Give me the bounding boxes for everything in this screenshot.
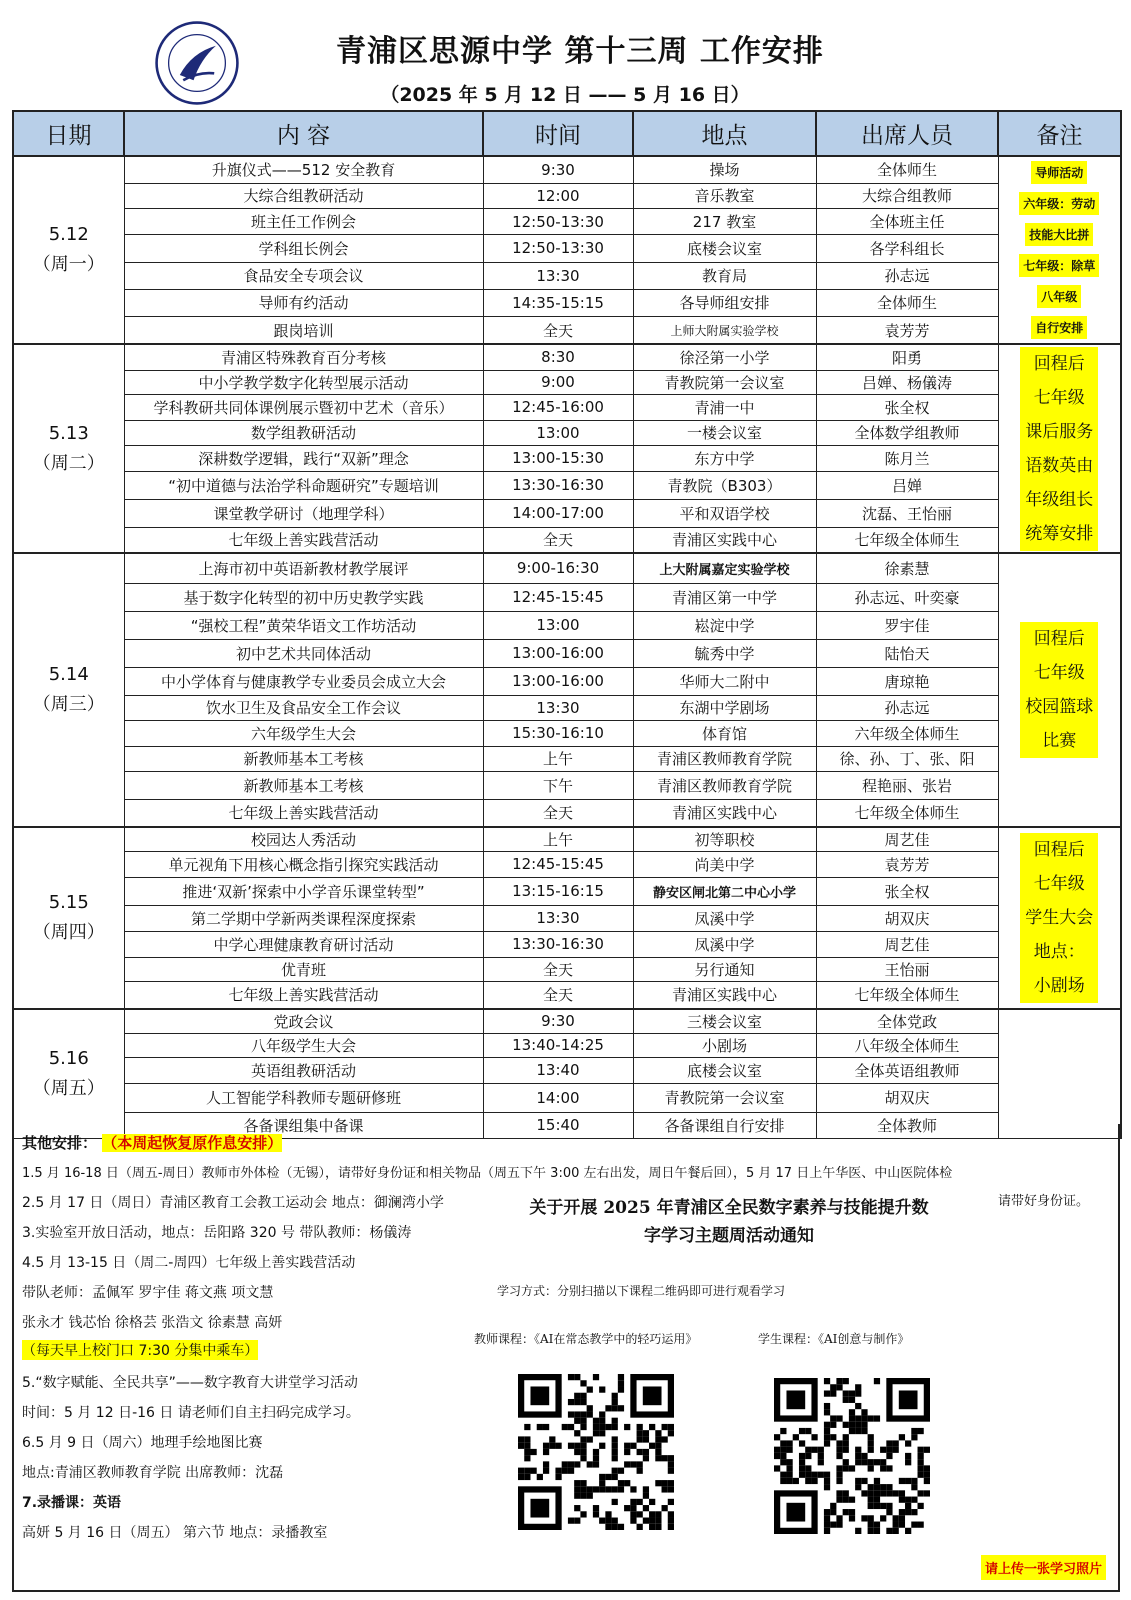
time-cell: 全天 <box>483 527 633 553</box>
content-cell: 各备课组集中备课 <box>124 1112 483 1138</box>
place-cell: 静安区闸北第二中心小学 <box>633 877 816 905</box>
col-header-time: 时间 <box>483 111 633 156</box>
people-cell: 陆怡天 <box>816 639 998 667</box>
table-row <box>13 471 1121 499</box>
place-cell: 音乐教室 <box>633 183 816 208</box>
table-row <box>13 905 1121 931</box>
place-cell: 凤溪中学 <box>633 905 816 931</box>
people-cell: 全体数学组教师 <box>816 420 998 445</box>
time-cell: 上午 <box>483 827 633 851</box>
place-cell: 青浦区第一中学 <box>633 583 816 611</box>
place-cell: 初等职校 <box>633 827 816 851</box>
people-cell: 七年级全体师生 <box>816 799 998 827</box>
content-cell: 七年级上善实践营活动 <box>124 981 483 1009</box>
content-cell: 中小学体育与健康教学专业委员会成立大会 <box>124 667 483 695</box>
place-cell: 徐泾第一小学 <box>633 344 816 370</box>
people-cell: 吕婵、杨儀涛 <box>816 370 998 394</box>
time-cell: 全天 <box>483 799 633 827</box>
others-label-line <box>22 1132 282 1153</box>
date-cell <box>13 156 124 344</box>
content-cell: 基于数字化转型的初中历史教学实践 <box>124 583 483 611</box>
weekday-value: （周二） <box>32 452 105 474</box>
table-row <box>13 235 1121 262</box>
content-cell: 六年级学生大会 <box>124 720 483 746</box>
arrangement-7-detail: 高妍 5 月 16 日（周五） 第六节 地点：录播教室 <box>22 1525 328 1541</box>
place-cell: 另行通知 <box>633 957 816 981</box>
content-cell: 导师有约活动 <box>124 289 483 316</box>
note-line: 回程后 <box>1020 622 1098 656</box>
col-header-notes: 备注 <box>998 111 1121 156</box>
people-cell: 沈磊、王怡丽 <box>816 499 998 527</box>
people-cell: 周艺佳 <box>816 931 998 957</box>
notes-cell <box>998 156 1121 344</box>
date-value: 5.15 <box>48 892 89 913</box>
note-line: 语数英由 <box>1020 449 1098 483</box>
upload-photo-note: 请上传一张学习照片 <box>981 1555 1106 1580</box>
place-cell: 青浦区实践中心 <box>633 981 816 1009</box>
page-title: 青浦区思源中学 第十三周 工作安排 <box>336 34 824 69</box>
people-cell: 全体师生 <box>816 156 998 183</box>
time-cell: 9:30 <box>483 1009 633 1033</box>
table-row <box>13 720 1121 746</box>
note-line: 小剧场 <box>1020 969 1098 1003</box>
date-cell <box>13 1009 124 1138</box>
id-card-note: 请带好身份证。 <box>998 1194 1090 1209</box>
content-cell: “强校工程”黄荣华语文工作坊活动 <box>124 611 483 639</box>
place-cell: 东湖中学剧场 <box>633 695 816 720</box>
people-cell: 徐、孙、丁、张、阳 <box>816 746 998 771</box>
table-row <box>13 394 1121 420</box>
table-row <box>13 156 1121 183</box>
content-cell: 推进‘双新’探索中小学音乐课堂转型” <box>124 877 483 905</box>
arrangement-7: 7.录播课：英语 <box>22 1495 122 1511</box>
people-cell: 七年级全体师生 <box>816 981 998 1009</box>
arrangement-2: 2.5 月 17 日（周日）青浦区教育工会教工运动会 地点：御澜湾小学 <box>22 1195 444 1211</box>
note-line: 统筹安排 <box>1020 517 1098 551</box>
people-cell: 阳勇 <box>816 344 998 370</box>
place-cell: 底楼会议室 <box>633 235 816 262</box>
date-cell <box>13 827 124 1009</box>
arrangement-5: 5.“数字赋能、全民共享”——数字教育大讲堂学习活动 <box>22 1375 358 1391</box>
time-cell: 9:00-16:30 <box>483 553 633 583</box>
date-cell <box>13 344 124 553</box>
arrangement-3: 3.实验室开放日活动，地点：岳阳路 320 号 带队教师：杨儀涛 <box>22 1225 412 1241</box>
time-cell: 13:00-16:00 <box>483 639 633 667</box>
people-cell: 王怡丽 <box>816 957 998 981</box>
arrangement-1: 1.5 月 16-18 日（周五-周日）教师市外体检（无锡），请带好身份证和相关物品（周五下午 3:00 左右出发，周日午餐后回），5 月 17 日上午华医、中山医院体检 <box>22 1166 953 1181</box>
note-line: 回程后 <box>1020 833 1098 867</box>
date-value: 5.16 <box>48 1047 89 1069</box>
col-header-date: 日期 <box>13 111 124 156</box>
note-line: 地点： <box>1020 935 1098 969</box>
time-cell: 13:00 <box>483 611 633 639</box>
weekday-value: （周三） <box>32 694 105 715</box>
notes-cell <box>998 553 1121 827</box>
time-cell: 13:30-16:30 <box>483 471 633 499</box>
content-cell: 上海市初中英语新教材教学展评 <box>124 553 483 583</box>
table-row <box>13 827 1121 851</box>
table-row <box>13 370 1121 394</box>
people-cell: 徐素慧 <box>816 553 998 583</box>
people-cell: 张全权 <box>816 394 998 420</box>
content-cell: 食品安全专项会议 <box>124 262 483 289</box>
time-cell: 全天 <box>483 981 633 1009</box>
table-row <box>13 445 1121 471</box>
people-cell: 罗宇佳 <box>816 611 998 639</box>
content-cell: 学科教研共同体课例展示暨初中艺术（音乐） <box>124 394 483 420</box>
content-cell: 升旗仪式——512 安全教育 <box>124 156 483 183</box>
table-row <box>13 499 1121 527</box>
note-line: 导师活动 <box>1031 161 1087 184</box>
place-cell: 华师大二附中 <box>633 667 816 695</box>
place-cell: 青浦区实践中心 <box>633 527 816 553</box>
content-cell: 初中艺术共同体活动 <box>124 639 483 667</box>
time-cell: 8:30 <box>483 344 633 370</box>
table-row <box>13 981 1121 1009</box>
time-cell: 13:40-14:25 <box>483 1033 633 1057</box>
note-line: 学生大会 <box>1020 901 1098 935</box>
schedule-table <box>12 110 1122 1139</box>
note-line: 七年级 <box>1020 656 1098 690</box>
other-arrangements <box>12 1124 1120 1592</box>
note-line: 六年级：劳动 <box>1019 192 1099 215</box>
place-cell: 青浦一中 <box>633 394 816 420</box>
place-cell: 底楼会议室 <box>633 1057 816 1083</box>
people-cell: 全体英语组教师 <box>816 1057 998 1083</box>
teacher-course: 教师课程：《AI在常态教学中的轻巧运用》 <box>474 1332 698 1346</box>
people-cell: 吕婵 <box>816 471 998 499</box>
date-value: 5.14 <box>48 664 89 685</box>
notes-cell <box>998 1009 1121 1138</box>
people-cell: 全体教师 <box>816 1112 998 1138</box>
time-cell: 12:00 <box>483 183 633 208</box>
time-cell: 13:15-16:15 <box>483 877 633 905</box>
content-cell: 新教师基本工考核 <box>124 771 483 799</box>
teacher-course-qr-code[interactable] <box>514 1374 678 1530</box>
date-value: 5.12 <box>48 224 89 245</box>
people-cell: 七年级全体师生 <box>816 527 998 553</box>
time-cell: 13:30 <box>483 262 633 289</box>
time-cell: 13:40 <box>483 1057 633 1083</box>
arrangement-6: 6.5 月 9 日（周六）地理手绘地图比赛 <box>22 1435 263 1451</box>
table-row <box>13 746 1121 771</box>
student-course-qr-code[interactable] <box>770 1378 934 1534</box>
table-row <box>13 771 1121 799</box>
note-line: 比赛 <box>1020 724 1098 758</box>
table-row <box>13 1083 1121 1112</box>
date-range: （2025 年 5 月 12 日 —— 5 月 16 日） <box>380 84 750 106</box>
table-row <box>13 957 1121 981</box>
time-cell: 13:30-16:30 <box>483 931 633 957</box>
note-line: 回程后 <box>1020 347 1098 381</box>
content-cell: 课堂教学研讨（地理学科） <box>124 499 483 527</box>
content-cell: 饮水卫生及食品安全工作会议 <box>124 695 483 720</box>
people-cell: 孙志远、叶奕豪 <box>816 583 998 611</box>
people-cell: 六年级全体师生 <box>816 720 998 746</box>
schedule-restore-note: （本周起恢复原作息安排） <box>102 1134 283 1152</box>
time-cell: 下午 <box>483 771 633 799</box>
study-method: 学习方式：分别扫描以下课程二维码即可进行观看学习 <box>497 1284 786 1298</box>
table-row <box>13 667 1121 695</box>
table-row <box>13 183 1121 208</box>
table-row <box>13 262 1121 289</box>
place-cell: 上师大附属实验学校 <box>633 317 816 344</box>
header-row <box>13 111 1121 156</box>
time-cell: 13:30 <box>483 905 633 931</box>
note-line: 自行安排 <box>1031 316 1087 339</box>
student-course: 学生课程：《AI创意与制作》 <box>758 1332 910 1346</box>
time-cell: 14:35-15:15 <box>483 289 633 316</box>
content-cell: 班主任工作例会 <box>124 209 483 235</box>
people-cell: 唐琼艳 <box>816 667 998 695</box>
table-row <box>13 289 1121 316</box>
date-cell <box>13 553 124 827</box>
note-line: 年级组长 <box>1020 483 1098 517</box>
content-cell: 七年级上善实践营活动 <box>124 799 483 827</box>
notice-title-line-2: 字学习主题周活动通知 <box>644 1226 814 1246</box>
time-cell: 全天 <box>483 957 633 981</box>
content-cell: 新教师基本工考核 <box>124 746 483 771</box>
time-cell: 14:00-17:00 <box>483 499 633 527</box>
people-cell: 八年级全体师生 <box>816 1033 998 1057</box>
table-row <box>13 317 1121 344</box>
content-cell: 数学组教研活动 <box>124 420 483 445</box>
col-header-people: 出席人员 <box>816 111 998 156</box>
time-cell: 13:30 <box>483 695 633 720</box>
note-line: 七年级 <box>1020 381 1098 415</box>
place-cell: 凤溪中学 <box>633 931 816 957</box>
note-line: 技能大比拼 <box>1025 223 1093 246</box>
table-row <box>13 527 1121 553</box>
place-cell: 青浦区教师教育学院 <box>633 746 816 771</box>
content-cell: 深耕数学逻辑，践行“双新”理念 <box>124 445 483 471</box>
arrangement-4: 4.5 月 13-15 日（周二-周四）七年级上善实践营活动 <box>22 1255 356 1271</box>
place-cell: 小剧场 <box>633 1033 816 1057</box>
note-line: 校园篮球 <box>1020 690 1098 724</box>
note-line: 课后服务 <box>1020 415 1098 449</box>
place-cell: 青教院第一会议室 <box>633 370 816 394</box>
content-cell: 中小学教学数字化转型展示活动 <box>124 370 483 394</box>
table-row <box>13 420 1121 445</box>
table-row <box>13 695 1121 720</box>
arrangement-6-place: 地点:青浦区教师教育学院 出席教师：沈磊 <box>22 1465 284 1481</box>
place-cell: 一楼会议室 <box>633 420 816 445</box>
place-cell: 操场 <box>633 156 816 183</box>
place-cell: 尚美中学 <box>633 851 816 877</box>
table-row <box>13 1009 1121 1033</box>
time-cell: 9:00 <box>483 370 633 394</box>
content-cell: 七年级上善实践营活动 <box>124 527 483 553</box>
table-row <box>13 611 1121 639</box>
table-row <box>13 1057 1121 1083</box>
people-cell: 孙志远 <box>816 262 998 289</box>
content-cell: 优青班 <box>124 957 483 981</box>
people-cell: 袁芳芳 <box>816 317 998 344</box>
content-cell: 青浦区特殊教育百分考核 <box>124 344 483 370</box>
time-cell: 9:30 <box>483 156 633 183</box>
table-row <box>13 583 1121 611</box>
time-cell: 14:00 <box>483 1083 633 1112</box>
people-cell: 张全权 <box>816 877 998 905</box>
place-cell: 平和双语学校 <box>633 499 816 527</box>
table-row <box>13 1033 1121 1057</box>
time-cell: 12:45-16:00 <box>483 394 633 420</box>
place-cell: 青教院第一会议室 <box>633 1083 816 1112</box>
table-row <box>13 877 1121 905</box>
place-cell: 217 教室 <box>633 209 816 235</box>
place-cell: 崧淀中学 <box>633 611 816 639</box>
place-cell: 各导师组安排 <box>633 289 816 316</box>
place-cell: 青浦区教师教育学院 <box>633 771 816 799</box>
time-cell: 13:00 <box>483 420 633 445</box>
time-cell: 15:40 <box>483 1112 633 1138</box>
note-line: 八年级 <box>1037 285 1081 308</box>
table-row <box>13 851 1121 877</box>
people-cell: 全体师生 <box>816 289 998 316</box>
time-cell: 上午 <box>483 746 633 771</box>
content-cell: 人工智能学科教师专题研修班 <box>124 1083 483 1112</box>
time-cell: 15:30-16:10 <box>483 720 633 746</box>
content-cell: 中学心理健康教育研讨活动 <box>124 931 483 957</box>
table-row <box>13 639 1121 667</box>
col-header-content: 内 容 <box>124 111 483 156</box>
content-cell: “初中道德与法治学科命题研究”专题培训 <box>124 471 483 499</box>
notice-title-line-1: 关于开展 2025 年青浦区全民数字素养与技能提升数 <box>529 1198 929 1218</box>
people-cell: 胡双庆 <box>816 1083 998 1112</box>
table-row <box>13 209 1121 235</box>
notice-title <box>484 1194 974 1250</box>
people-cell: 全体班主任 <box>816 209 998 235</box>
arrangement-5-time: 时间：5 月 12 日-16 日 请老师们自主扫码完成学习。 <box>22 1405 360 1421</box>
people-cell: 各学科组长 <box>816 235 998 262</box>
time-cell: 12:45-15:45 <box>483 583 633 611</box>
table-row <box>13 344 1121 370</box>
time-cell: 13:00-16:00 <box>483 667 633 695</box>
notes-cell <box>998 827 1121 1009</box>
content-cell: 学科组长例会 <box>124 235 483 262</box>
people-cell: 陈月兰 <box>816 445 998 471</box>
table-row <box>13 931 1121 957</box>
date-value: 5.13 <box>48 422 89 444</box>
weekday-value: （周四） <box>32 922 105 943</box>
note-line: 七年级 <box>1020 867 1098 901</box>
people-cell: 胡双庆 <box>816 905 998 931</box>
content-cell: 八年级学生大会 <box>124 1033 483 1057</box>
place-cell: 青浦区实践中心 <box>633 799 816 827</box>
people-cell: 孙志远 <box>816 695 998 720</box>
school-logo <box>154 20 240 106</box>
arrangement-4-bus-note: （每天早上校门口 7:30 分集中乘车） <box>22 1340 258 1360</box>
table-row <box>13 799 1121 827</box>
weekday-value: （周五） <box>32 1077 105 1099</box>
content-cell: 大综合组教研活动 <box>124 183 483 208</box>
weekday-value: （周一） <box>32 254 105 275</box>
notes-cell <box>998 344 1121 553</box>
note-line: 七年级：除草 <box>1019 254 1099 277</box>
content-cell: 党政会议 <box>124 1009 483 1033</box>
arrangement-4-teachers-2: 张永才 钱芯怡 徐格芸 张浩文 徐素慧 高妍 <box>22 1315 283 1331</box>
content-cell: 单元视角下用核心概念指引探究实践活动 <box>124 851 483 877</box>
content-cell: 跟岗培训 <box>124 317 483 344</box>
people-cell: 大综合组教师 <box>816 183 998 208</box>
place-cell: 东方中学 <box>633 445 816 471</box>
time-cell: 12:50-13:30 <box>483 235 633 262</box>
people-cell: 程艳丽、张岩 <box>816 771 998 799</box>
people-cell: 袁芳芳 <box>816 851 998 877</box>
col-header-place: 地点 <box>633 111 816 156</box>
arrangement-4-teachers: 带队老师：孟佩军 罗宇佳 蒋文燕 项文慧 <box>22 1285 274 1301</box>
place-cell: 三楼会议室 <box>633 1009 816 1033</box>
place-cell: 青教院（B303） <box>633 471 816 499</box>
time-cell: 12:45-15:45 <box>483 851 633 877</box>
content-cell: 校园达人秀活动 <box>124 827 483 851</box>
content-cell: 英语组教研活动 <box>124 1057 483 1083</box>
time-cell: 12:50-13:30 <box>483 209 633 235</box>
place-cell: 各备课组自行安排 <box>633 1112 816 1138</box>
others-label: 其他安排： <box>22 1134 98 1152</box>
place-cell: 上大附属嘉定实验学校 <box>633 553 816 583</box>
place-cell: 体育馆 <box>633 720 816 746</box>
table-row <box>13 553 1121 583</box>
people-cell: 周艺佳 <box>816 827 998 851</box>
people-cell: 全体党政 <box>816 1009 998 1033</box>
time-cell: 全天 <box>483 317 633 344</box>
place-cell: 毓秀中学 <box>633 639 816 667</box>
time-cell: 13:00-15:30 <box>483 445 633 471</box>
place-cell: 教育局 <box>633 262 816 289</box>
content-cell: 第二学期中学新两类课程深度探索 <box>124 905 483 931</box>
